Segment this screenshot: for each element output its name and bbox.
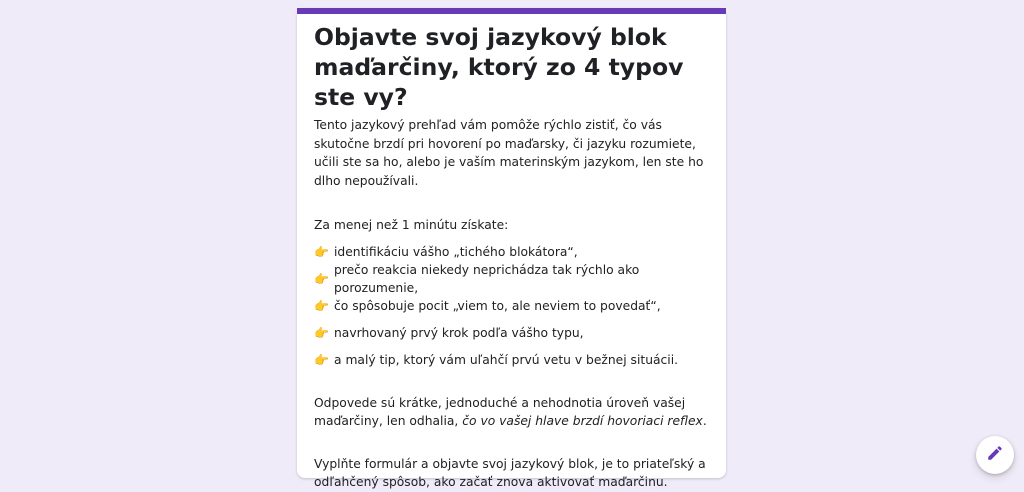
bullet-text: čo spôsobuje pocit „viem to, ale neviem to povedať“, xyxy=(334,299,661,313)
form-closing-text: Vyplňte formulár a objavte svoj jazykový blok, je to priateľský a odľahčený spôsob, ako začať znova aktivovať maďarčinu. xyxy=(314,456,706,489)
form-header-card xyxy=(297,8,726,489)
form-description xyxy=(314,116,712,492)
form-lead-text: Za menej než 1 minútu získate: xyxy=(314,218,509,232)
bullet-item xyxy=(314,324,712,343)
bullet-text: identifikáciu vášho „tichého blokátora“, xyxy=(334,245,578,259)
bullet-text: navrhovaný prvý krok podľa vášho typu, xyxy=(334,326,584,340)
answers-text-plain: Odpovede sú krátke, jednoduché a nehodnotia úroveň vašej maďarčiny, len odhalia, xyxy=(314,395,686,428)
form-title: Objavte svoj jazykový blok maďarčiny, ktorý zo 4 typov ste vy? xyxy=(314,23,684,111)
form-accent-bar xyxy=(297,8,726,14)
form-answers-text xyxy=(314,394,712,431)
form-intro-text: Tento jazykový prehľad vám pomôže rýchlo zistiť, čo vás skutočne brzdí pri hovorení po maďarsky, či jazyku rozumiete, učili ste sa ho, alebo je vaším materinským jazykom, len ste ho dlho nepoužívali. xyxy=(314,118,704,188)
pointing-finger-icon: 👉 xyxy=(314,272,329,287)
pointing-finger-icon: 👉 xyxy=(314,353,329,368)
pointing-finger-icon: 👉 xyxy=(314,326,329,341)
answers-text-italic: čo vo vašej hlave brzdí hovoriaci reflex xyxy=(462,414,703,428)
edit-fab-button[interactable] xyxy=(976,436,1014,474)
bullet-item xyxy=(314,297,712,316)
pointing-finger-icon: 👉 xyxy=(314,299,329,314)
bullet-item xyxy=(314,262,712,296)
bullet-item xyxy=(314,351,712,370)
pointing-finger-icon: 👉 xyxy=(314,245,329,260)
answers-text-end: . xyxy=(702,414,707,428)
bullet-text: prečo reakcia niekedy neprichádza tak rýchlo ako porozumenie, xyxy=(334,262,640,296)
pencil-icon xyxy=(986,444,1004,462)
bullet-text: a malý tip, ktorý vám uľahčí prvú vetu v bežnej situácii. xyxy=(334,353,679,367)
bullet-item xyxy=(314,243,712,262)
form-header-content xyxy=(314,22,712,492)
